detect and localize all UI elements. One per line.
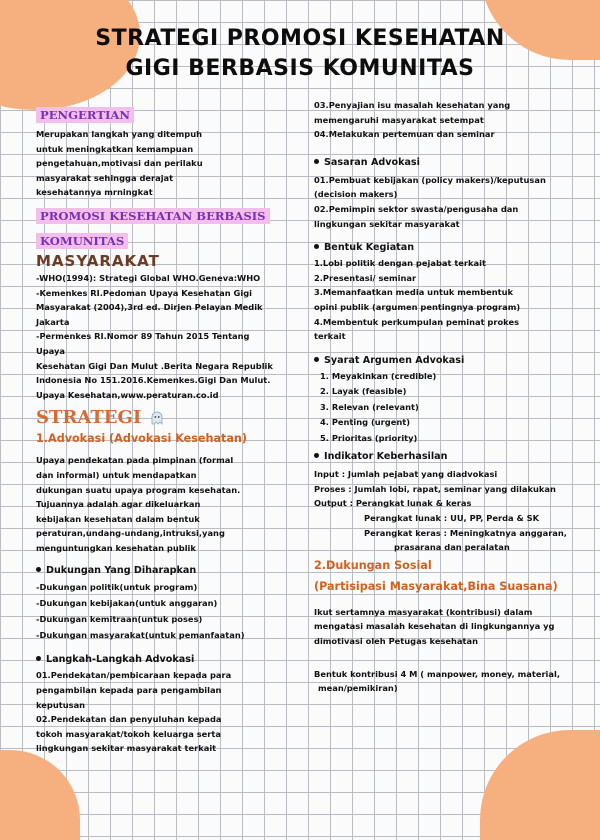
advokasi-line: Upaya pendekatan pada pimpinan (formal bbox=[36, 455, 234, 466]
advokasi-line: Tujuannya adalah agar dikeluarkan bbox=[36, 499, 201, 510]
bullet-icon bbox=[314, 453, 319, 458]
syarat-item: 3. Relevan (relevant) bbox=[320, 401, 419, 412]
advokasi-line: dan informal) untuk mendapatkan bbox=[36, 469, 197, 480]
advokasi-line: dukungan suatu upaya program kesehatan. bbox=[36, 484, 241, 495]
reference-line: Upaya bbox=[36, 345, 66, 356]
dukungan-item: -Dukungan politik(untuk program) bbox=[36, 582, 198, 593]
bullet-icon bbox=[314, 159, 319, 164]
advokasi-heading: 1.Advokasi (Advokasi Kesehatan) bbox=[36, 432, 247, 446]
bentuk-line: terkait bbox=[314, 331, 346, 342]
langkah-line: 04.Melakukan pertemuan dan seminar bbox=[314, 129, 495, 140]
syarat-item: 5. Prioritas (priority) bbox=[320, 432, 418, 443]
langkah-line: pengambilan kepada para pengambilan bbox=[36, 685, 222, 696]
sasaran-heading bbox=[314, 154, 596, 171]
indikator-line: Input : Jumlah pejabat yang diadvokasi bbox=[314, 469, 498, 480]
bentuk-list bbox=[314, 256, 596, 344]
bentuk-line: 3.Memanfaatkan media untuk membentuk bbox=[314, 287, 514, 298]
sasaran-heading-text: Sasaran Advokasi bbox=[324, 156, 420, 168]
dukungan-sosial-line: dimotivasi oleh Petugas kesehatan bbox=[314, 635, 478, 646]
dukungan-sosial-line: mengatasi masalah kesehatan di lingkungannya yg bbox=[314, 621, 555, 632]
langkah-line: tokoh masyarakat/tokoh keluarga serta bbox=[36, 728, 221, 739]
advokasi-line: kebijakan kesehatan dalam bentuk bbox=[36, 513, 200, 524]
bentuk-heading bbox=[314, 239, 596, 256]
indikator-line: Perangkat lunak : UU, PP, Perda & SK bbox=[364, 513, 540, 523]
langkah-line: 02.Pendekatan dan penyuluhan kepada bbox=[36, 714, 222, 725]
kontribusi-line: Bentuk kontribusi 4 M ( manpower, money, material, bbox=[314, 668, 560, 679]
syarat-item: 4. Penting (urgent) bbox=[320, 417, 410, 428]
langkah-continued bbox=[314, 98, 596, 142]
indikator-line: Perangkat keras : Meningkatnya anggaran, bbox=[364, 527, 567, 538]
bentuk-heading-text: Bentuk Kegiatan bbox=[324, 242, 415, 254]
pengertian-line: masyarakat sehingga derajat bbox=[36, 172, 174, 183]
bentuk-line: 1.Lobi politik dengan pejabat terkait bbox=[314, 258, 486, 269]
dukungan-item: -Dukungan masyarakat(untuk pemanfaatan) bbox=[36, 630, 245, 641]
dukungan-heading bbox=[36, 562, 308, 579]
dukungan-sosial-subheading: (Partisipasi Masyarakat,Bina Suasana) bbox=[314, 579, 558, 593]
left-column bbox=[36, 100, 308, 756]
pengertian-line: Merupakan langkah yang ditempuh bbox=[36, 129, 203, 139]
sasaran-list bbox=[314, 173, 596, 231]
pengertian-line: pengetahuan,motivasi dan perilaku bbox=[36, 158, 203, 169]
syarat-heading bbox=[314, 352, 596, 369]
dukungan-item: -Dukungan kebijakan(untuk anggaran) bbox=[36, 598, 218, 609]
bullet-icon bbox=[314, 357, 319, 362]
reference-line: Kesehatan Gigi Dan Mulut .Berita Negara Republik bbox=[36, 360, 273, 371]
dukungan-heading-text: Dukungan Yang Diharapkan bbox=[46, 565, 197, 577]
reference-line: -WHO(1994): Strategi Global WHO.Geneva:WHO bbox=[36, 272, 261, 283]
bullet-icon bbox=[36, 656, 41, 661]
dukungan-list bbox=[36, 579, 308, 643]
bentuk-line: 4.Membentuk perkumpulan peminat prokes bbox=[314, 316, 520, 327]
promosi-heading-line-2: KOMUNITAS bbox=[36, 233, 128, 249]
strategi-heading: STRATEGI bbox=[36, 407, 142, 429]
langkah-line: 01.Pendekatan/pembicaraan kepada para bbox=[36, 670, 232, 681]
langkah-heading-text: Langkah-Langkah Advokasi bbox=[46, 654, 195, 666]
bentuk-line: 2.Presentasi/ seminar bbox=[314, 272, 417, 283]
indikator-heading bbox=[314, 448, 596, 465]
dukungan-sosial-heading: 2.Dukungan Sosial bbox=[314, 558, 432, 572]
kontribusi-body bbox=[314, 667, 596, 696]
indikator-list bbox=[314, 467, 596, 555]
langkah-list bbox=[36, 668, 308, 756]
page-title bbox=[0, 24, 600, 84]
pengertian-line: untuk meningkatkan kemampuan bbox=[36, 143, 194, 154]
pengertian-line: kesehatannya mrningkat bbox=[36, 187, 153, 198]
right-column bbox=[314, 98, 596, 696]
sasaran-line: 02.Pemimpin sektor swasta/pengusaha dan bbox=[314, 203, 519, 214]
decorative-blob-bottom-right bbox=[480, 730, 600, 840]
bullet-icon bbox=[314, 244, 319, 249]
pengertian-body bbox=[36, 127, 308, 200]
indikator-heading-text: Indikator Keberhasilan bbox=[324, 451, 448, 463]
dukungan-sosial-body bbox=[314, 605, 596, 649]
syarat-item: 1. Meyakinkan (credible) bbox=[320, 370, 437, 381]
reference-line: Indonesia No 151.2016.Kemenkes.Gigi Dan Mulut. bbox=[36, 375, 271, 386]
reference-line: Jakarta bbox=[36, 316, 70, 327]
syarat-item: 2. Layak (feasible) bbox=[320, 386, 407, 397]
syarat-heading-text: Syarat Argumen Advokasi bbox=[324, 354, 465, 366]
dukungan-item: -Dukungan kemitraan(untuk poses) bbox=[36, 614, 203, 625]
indikator-line: Proses : Jumlah lobi, rapat, seminar yang dilakukan bbox=[314, 483, 556, 494]
references-list bbox=[36, 271, 308, 402]
kontribusi-line: mean/pemikiran) bbox=[318, 683, 398, 694]
reference-line: -Permenkes RI.Nomor 89 Tahun 2015 Tentang bbox=[36, 331, 250, 342]
decorative-blob-bottom-left bbox=[0, 750, 80, 840]
ghost-sticker-icon bbox=[150, 411, 164, 425]
promosi-heading-line-1: PROMOSI KESEHATAN BERBASIS bbox=[36, 208, 270, 224]
langkah-line: lingkungan sekitar masyarakat terkait bbox=[36, 743, 217, 754]
indikator-line: Output : Perangkat lunak & keras bbox=[314, 498, 472, 509]
reference-line: Upaya Kesehatan,www.peraturan.co.id bbox=[36, 389, 219, 400]
langkah-heading bbox=[36, 651, 308, 668]
bullet-icon bbox=[36, 567, 41, 572]
advokasi-line: menguntungkan kesehatan publik bbox=[36, 542, 196, 553]
advokasi-body bbox=[36, 453, 308, 555]
langkah-line: keputusan bbox=[36, 699, 86, 710]
langkah-line: 03.Penyajian isu masalah kesehatan yang bbox=[314, 100, 511, 110]
title-line-1: STRATEGI PROMOSI KESEHATAN bbox=[95, 26, 505, 51]
sasaran-line: lingkungan sekitar masyarakat bbox=[314, 218, 460, 229]
advokasi-line: peraturan,undang-undang,intruksi,yang bbox=[36, 528, 225, 539]
reference-line: -Kemenkes RI.Pedoman Upaya Kesehatan Gigi bbox=[36, 287, 252, 298]
dukungan-sosial-line: Ikut sertamnya masyarakat (kontribusi) dalam bbox=[314, 606, 533, 617]
indikator-line: prasarana dan peralatan bbox=[394, 542, 510, 553]
langkah-line: memengaruhi masyarakat setempat bbox=[314, 114, 484, 125]
syarat-list bbox=[314, 369, 596, 447]
masyarakat-heading: MASYARAKAT bbox=[36, 251, 160, 270]
bentuk-line: opini publik (argumen pentingnya program) bbox=[314, 301, 521, 312]
title-line-2: GIGI BERBASIS KOMUNITAS bbox=[125, 56, 475, 81]
reference-line: Masyarakat (2004),3rd ed. Dirjen Pelayan Medik bbox=[36, 302, 263, 313]
pengertian-heading: PENGERTIAN bbox=[36, 107, 134, 123]
sasaran-line: 01.Pembuat kebijakan (policy makers)/keputusan bbox=[314, 174, 546, 185]
sasaran-line: (decision makers) bbox=[314, 189, 398, 200]
